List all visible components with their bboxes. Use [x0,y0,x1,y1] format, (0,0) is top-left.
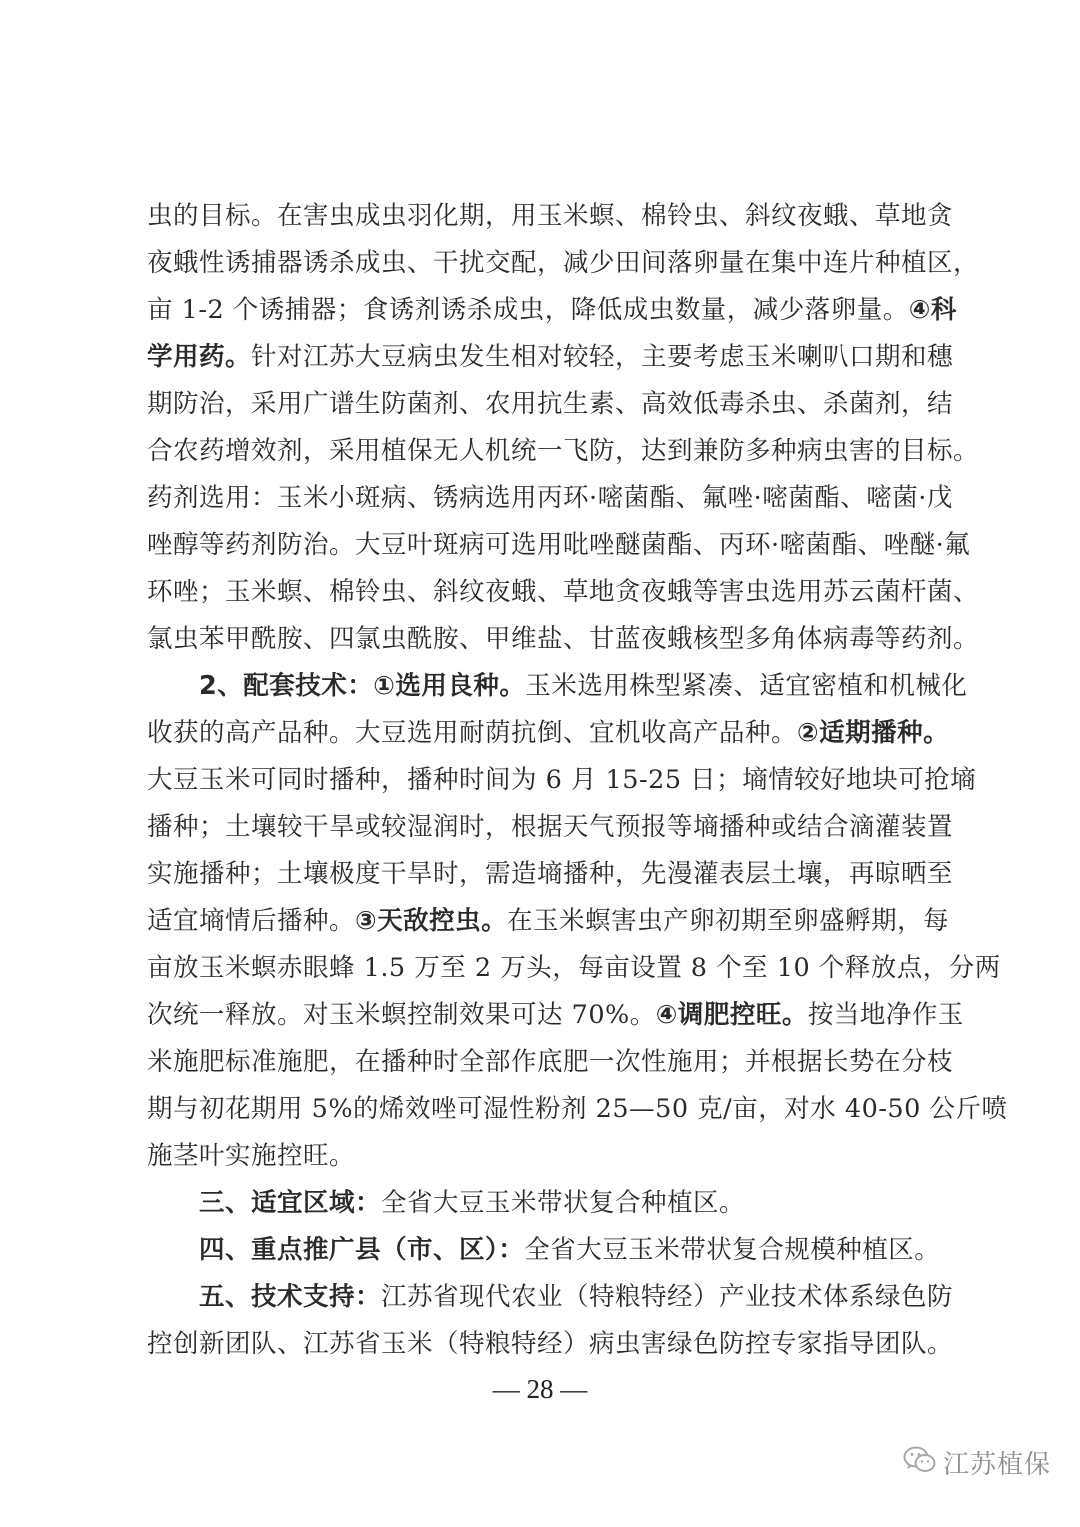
text-line [147,193,954,240]
text-segment: 按当地净作玉 [807,1000,964,1030]
text-segment: 全省大豆玉米带状复合规模种植区。 [524,1235,941,1265]
text-segment: 唑醇等药剂防治。大豆叶斑病可选用吡唑醚菌酯、丙环·嘧菌酯、唑醚·氟 [147,530,971,560]
wechat-icon [903,1445,937,1479]
text-segment: 亩 1-2 个诱捕器；食诱剂诱杀成虫，降低成虫数量，减少落卵量。 [147,295,909,325]
text-segment: 适宜墒情后播种。 [147,906,356,936]
text-segment: 玉米选用株型紧凑、适宜密植和机械化 [525,671,968,701]
text-line [147,1180,937,1227]
text-segment: 针对江苏大豆病虫发生相对较轻，主要考虑玉米喇叭口期和穗 [251,342,954,372]
body-text [147,193,1008,1368]
text-segment: 虫的目标。在害虫成虫羽化期，用玉米螟、棉铃虫、斜纹夜蛾、草地贪 [147,201,954,231]
text-segment: 合农药增效剂，采用植保无人机统一飞防，达到兼防多种病虫害的目标。 [147,436,980,466]
text-line [147,428,980,475]
bold-text: ④调肥控旺。 [655,1000,808,1030]
text-line [147,945,1001,992]
text-line [147,475,953,522]
watermark [903,1442,1051,1482]
text-line [147,569,980,616]
text-segment: 次统一释放。对玉米螟控制效果可达 70%。 [147,1000,656,1030]
text-line [147,992,964,1039]
text-segment: 氯虫苯甲酰胺、四氯虫酰胺、甲维盐、甘蓝夜蛾核型多角体病毒等药剂。 [147,624,980,654]
text-line [147,1039,954,1086]
text-line [147,616,980,663]
watermark-text: 江苏植保 [943,1449,1052,1480]
text-segment: 夜蛾性诱捕器诱杀成虫、干扰交配，减少田间落卵量在集中连片种植区， [147,248,980,278]
bold-text: 学用药。 [147,342,252,372]
text-line [147,1321,954,1368]
text-segment: 江苏省现代农业（特粮特经）产业技术体系绿色防 [381,1282,954,1312]
text-segment: 期与初花期用 5%的烯效唑可湿性粉剂 25—50 克/亩，对水 40-50 公斤喷 [147,1094,1008,1124]
text-segment: 全省大豆玉米带状复合种植区。 [381,1188,746,1218]
text-segment: 药剂选用：玉米小斑病、锈病选用丙环·嘧菌酯、氟唑·嘧菌酯、嘧菌·戊 [147,483,953,513]
bold-text: ②适期播种。 [797,718,950,748]
text-segment: 播种；土壤较干旱或较湿润时，根据天气预报等墒播种或结合滴灌装置 [147,812,954,842]
text-line [147,804,954,851]
bold-text: 五、技术支持： [199,1282,382,1312]
text-line [147,334,954,381]
bold-text: 三、适宜区域： [199,1188,382,1218]
text-line [147,240,980,287]
text-segment: 大豆玉米可同时播种，播种时间为 6 月 15-25 日；墒情较好地块可抢墒 [147,765,977,795]
text-segment: 环唑；玉米螟、棉铃虫、斜纹夜蛾、草地贪夜蛾等害虫选用苏云菌杆菌、 [147,577,980,607]
page-number: — 28 — [492,1374,588,1404]
text-segment: 期防治，采用广谱生防菌剂、农用抗生素、高效低毒杀虫、杀菌剂，结 [147,389,954,419]
text-segment: 在玉米螟害虫产卵初期至卵盛孵期，每 [507,906,950,936]
text-line [147,1133,937,1180]
bold-text: 2、配套技术：①选用良种。 [199,671,526,701]
text-line [147,1274,954,1321]
text-line [147,710,950,757]
bold-text: ④科 [908,295,957,325]
text-line [147,1227,941,1274]
text-segment: 施茎叶实施控旺。 [147,1141,356,1171]
text-line [147,663,968,710]
bold-text: 四、重点推广县（市、区）： [199,1235,525,1265]
text-line [147,381,954,428]
bold-text: ③天敌控虫。 [355,906,508,936]
text-segment: 收获的高产品种。大豆选用耐荫抗倒、宜机收高产品种。 [147,718,798,748]
text-segment: 控创新团队、江苏省玉米（特粮特经）病虫害绿色防控专家指导团队。 [147,1329,954,1359]
text-line [147,851,954,898]
text-line [147,757,977,804]
text-line [147,522,971,569]
text-line [147,898,950,945]
text-segment: 实施播种；土壤极度干旱时，需造墒播种，先漫灌表层土壤，再晾晒至 [147,859,954,889]
text-line [147,287,957,334]
text-segment: 米施肥标准施肥，在播种时全部作底肥一次性施用；并根据长势在分枝 [147,1047,954,1077]
text-line [147,1086,1008,1133]
text-segment: 亩放玉米螟赤眼蜂 1.5 万至 2 万头，每亩设置 8 个至 10 个释放点，分两 [147,953,1001,983]
